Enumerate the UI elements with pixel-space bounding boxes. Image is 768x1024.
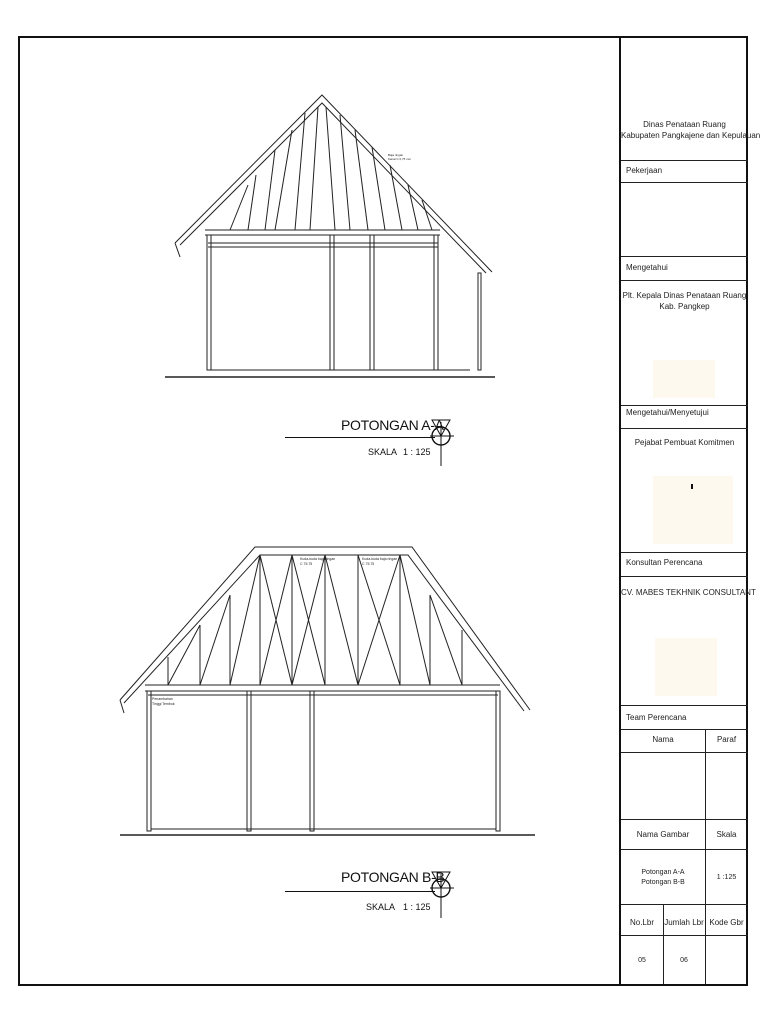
note-rafter-sub: Kanal C 0,75 mm	[388, 157, 412, 161]
title-underline	[285, 891, 435, 892]
menyetujui-label: Mengetahui/Menyetujui	[626, 408, 709, 417]
section-marker-icon	[428, 418, 458, 468]
agency-line-1: Dinas Penataan Ruang	[643, 120, 726, 129]
konsultan-label: Konsultan Perencana	[626, 558, 703, 567]
kode-gbr-header: Kode Gbr	[709, 918, 744, 927]
note-truss-2: Kuda-kuda baja ringan	[362, 557, 398, 561]
stamp-area	[655, 638, 717, 696]
drawing-name-1: Potongan A-A	[641, 869, 685, 876]
section-b-b-drawing	[110, 535, 540, 840]
section-marker-icon	[428, 870, 458, 920]
section-a-a-title: POTONGAN A-A	[341, 417, 444, 433]
mengetahui-line-1: Plt. Kepala Dinas Penataan Ruang	[622, 291, 747, 300]
note-truss-1-sub: C 75.75	[300, 562, 313, 566]
note-truss-1: Kuda-kuda baja ringan	[300, 557, 336, 561]
title-block	[619, 38, 761, 984]
jumlah-lbr-header: Jumlah Lbr	[664, 918, 704, 927]
pekerjaan-label: Pekerjaan	[626, 166, 663, 175]
team-label: Team Perencana	[626, 713, 687, 722]
signature-area	[653, 360, 715, 398]
section-a-a-drawing	[150, 85, 510, 385]
note-truss-2-sub: C 75.75	[362, 562, 375, 566]
signature-area	[653, 476, 733, 544]
section-b-b-scale-value: 1 : 125	[403, 902, 431, 912]
drawing-scale: 1 :125	[716, 874, 737, 881]
drawing-name-2: Potongan B-B	[641, 879, 685, 886]
paraf-header: Paraf	[716, 735, 737, 744]
section-a-a-scale-label: SKALA	[368, 447, 398, 457]
no-lbr-header: No.Lbr	[629, 918, 654, 927]
konsultan-name: CV. MABES TEKHNIK CONSULTANT	[621, 588, 756, 597]
no-lbr-value: 05	[638, 957, 646, 964]
mengetahui-line-2: Kab. Pangkep	[659, 302, 710, 311]
agency-line-2: Kabupaten Pangkajene dan Kepulauan	[621, 131, 761, 140]
title-underline	[285, 437, 435, 438]
menyetujui-name: Pejabat Pembuat Komitmen	[634, 438, 735, 447]
note-wall-sub: Tinggi Tembok	[152, 702, 175, 706]
mengetahui-label: Mengetahui	[626, 263, 668, 272]
section-a-a-scale-value: 1 : 125	[403, 447, 431, 457]
section-b-b-title: POTONGAN B-B	[341, 869, 445, 885]
note-rafter: Baja ringan	[388, 153, 404, 157]
section-b-b-scale-label: SKALA	[366, 902, 396, 912]
nama-gambar-header: Nama Gambar	[636, 830, 690, 839]
skala-header: Skala	[716, 830, 737, 839]
nama-header: Nama	[652, 735, 674, 744]
note-wall: Penambahan	[152, 697, 173, 701]
jumlah-lbr-value: 06	[680, 957, 688, 964]
